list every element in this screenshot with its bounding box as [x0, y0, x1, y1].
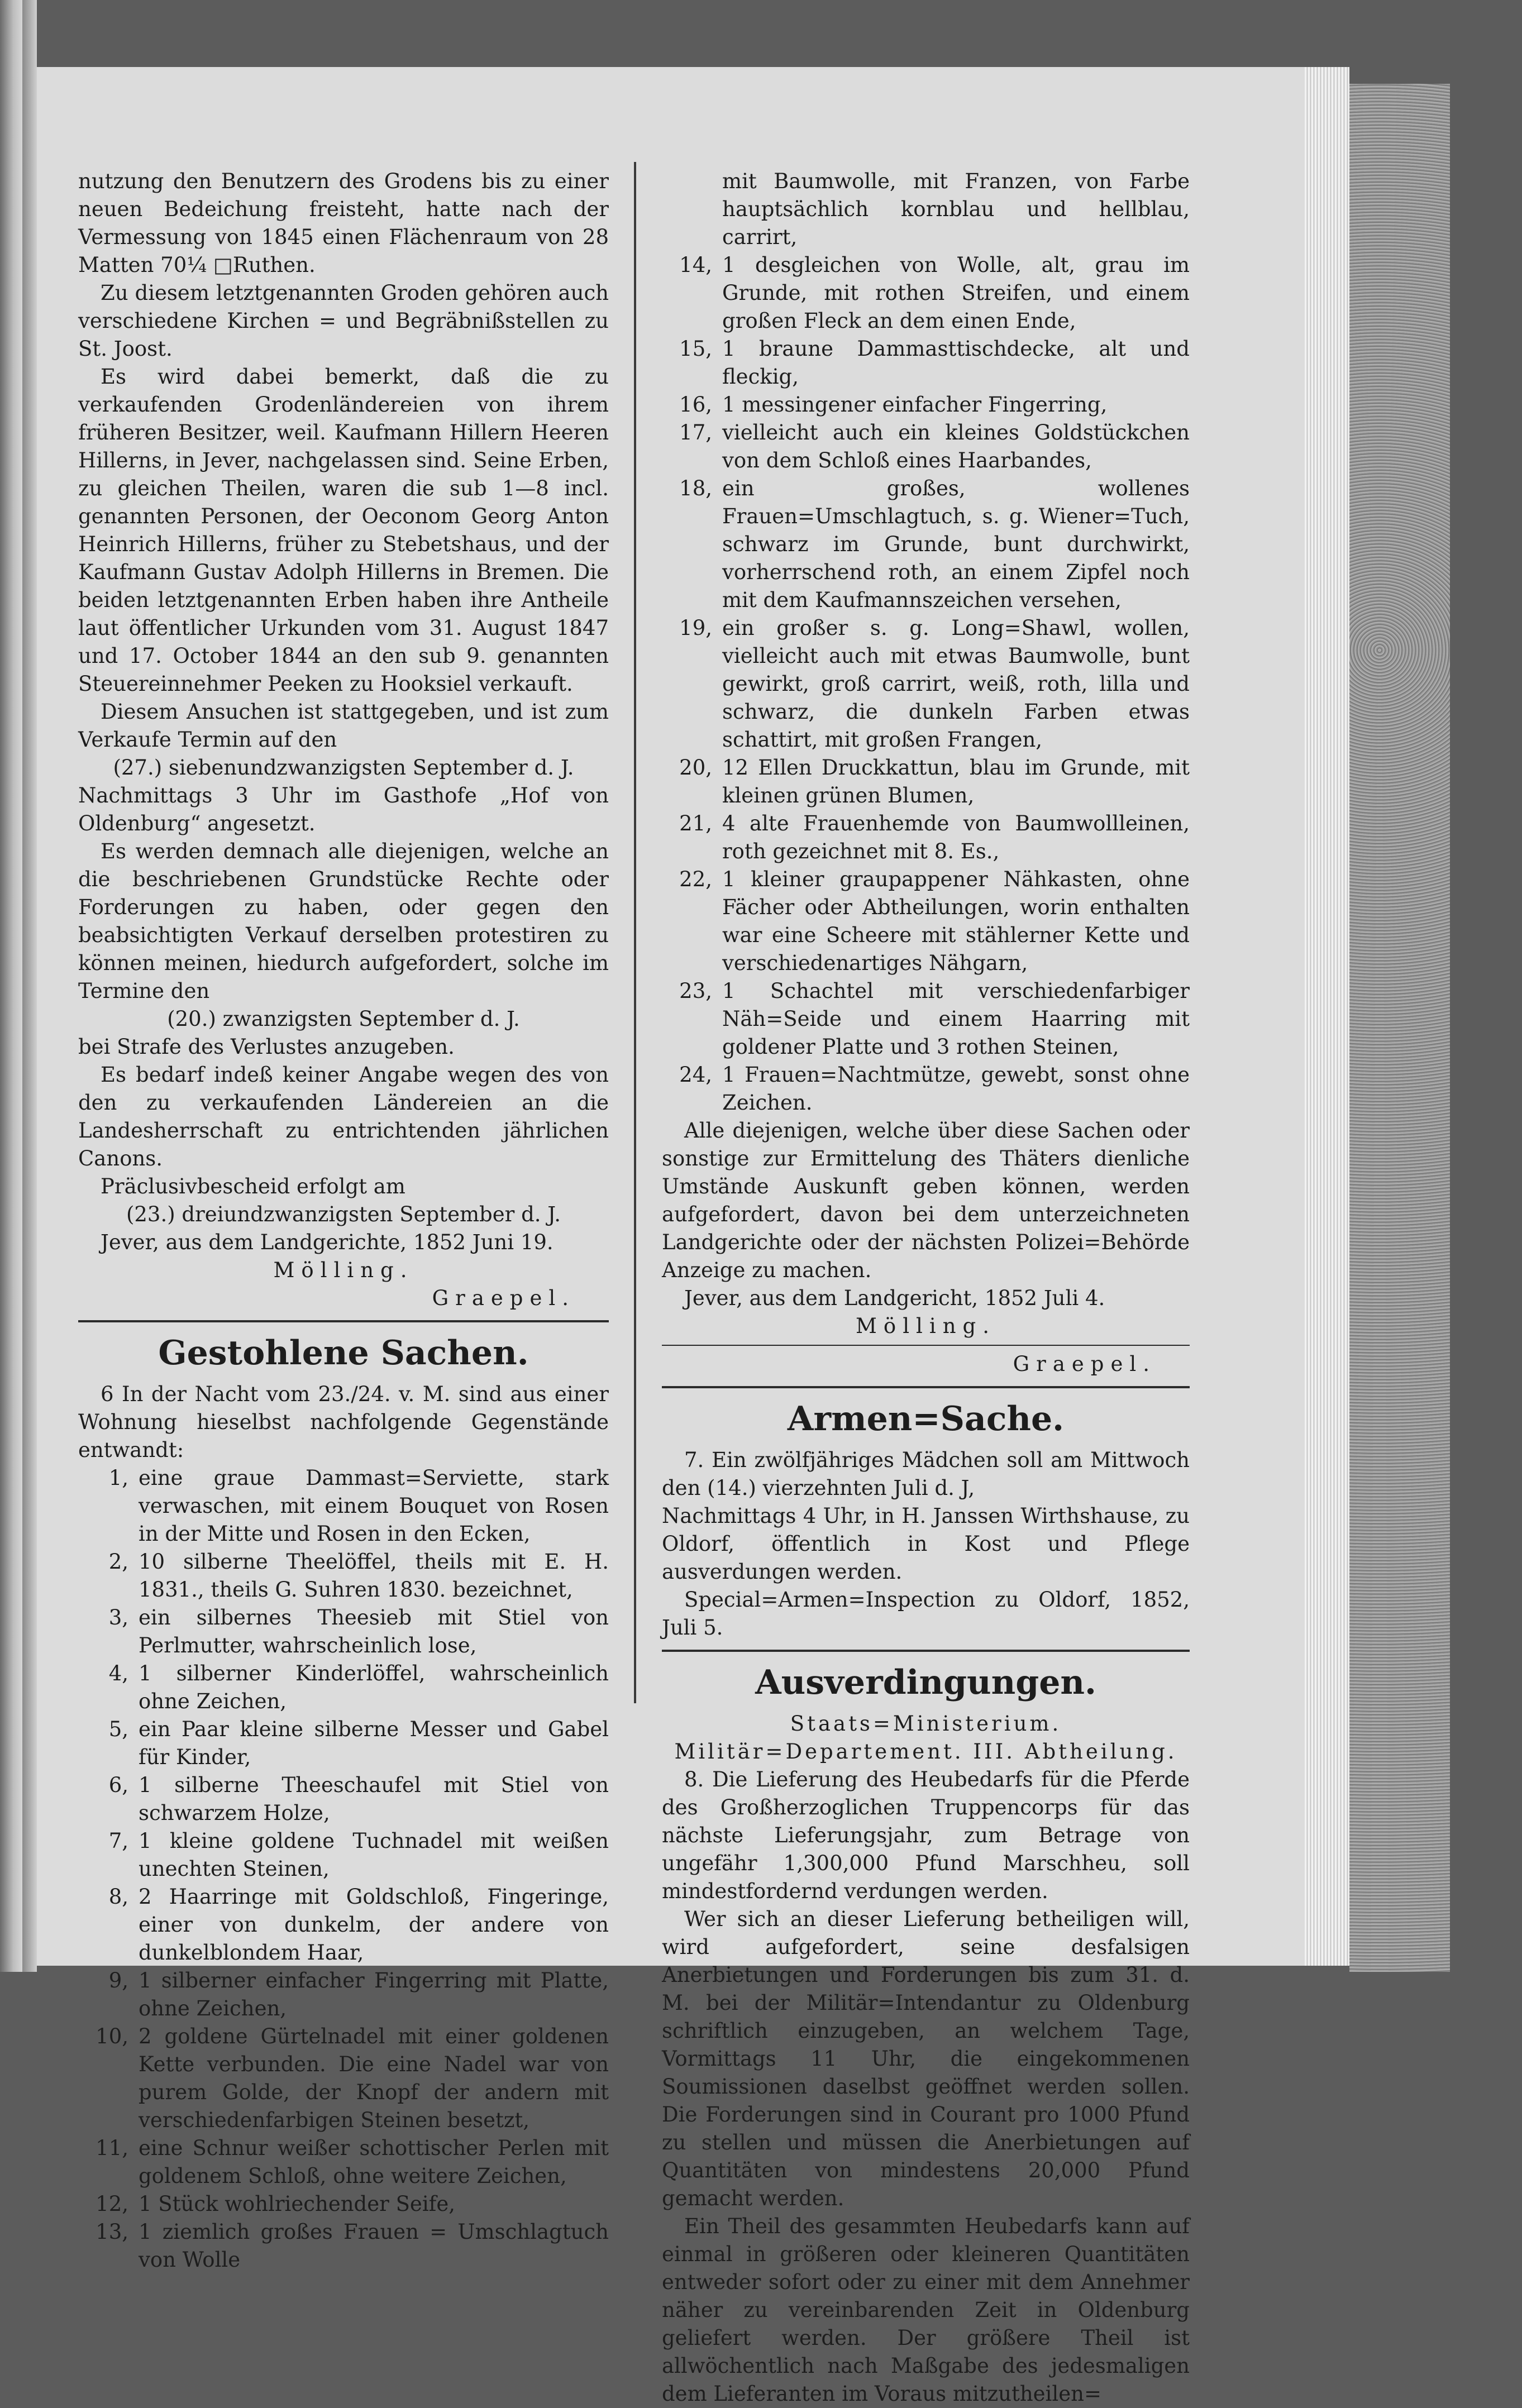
- paragraph: nutzung den Benutzern des Grodens bis zu einer neuen Bedeichung freisteht, hatte nach der Vermessung von 1845 einen Flächenraum von 28 Matten 70¼ □Ruthen.: [78, 169, 609, 277]
- list-item: 9, 1 silberner einfacher Fingerring mit Platte, ohne Zeichen,: [108, 1969, 609, 2020]
- section-rule: [78, 1320, 609, 1322]
- list-item: 18, ein großes, wollenes Frauen=Umschlagtuch, s. g. Wiener=Tuch, schwarz im Grunde, bunt durchwirkt, vorherrschend roth, an einem Zipfel noch mit dem Kaufmannszeichen versehen,: [679, 476, 1190, 612]
- list-item: 19, ein großer s. g. Long=Shawl, wollen, vielleicht auch mit etwas Baumwolle, bunt gewirkt, groß carrirt, weiß, roth, lilla und schwarz, die dunkeln Farben etwas schattirt, mit großen Frangen,: [679, 616, 1190, 752]
- paragraph: Es wird dabei bemerkt, daß die zu verkaufenden Grodenländereien von ihrem früheren Besitzer, weil. Kaufmann Hillern Heeren Hillerns, in Jever, nachgelassen sind. Seine Erben, zu gleichen Theilen, waren die sub 1—8 incl. genannten Personen, der Oeconom Georg Anton Heinrich Hillerns, früher zu Stebetshaus, und der Kaufmann Gustav Adolph Hillerns in Bremen. Die beiden letztgenannten Erben haben ihre Antheile laut öffentlicher Urkunden vom 31. August 1847 und 17. October 1844 an den sub 9. genannten Steuereinnehmer Peeken zu Hooksiel verkauft.: [78, 365, 609, 696]
- place-date: Jever, aus dem Landgerichte, 1852 Juni 19.: [101, 1230, 554, 1254]
- list-item: 14, 1 desgleichen von Wolle, alt, grau im Grunde, mit rothen Streifen, und einem großen Fleck an dem einen Ende,: [679, 253, 1190, 333]
- page-edges: [1305, 67, 1349, 1966]
- paragraph: Es werden demnach alle diejenigen, welche an die beschriebenen Grundstücke Rechte oder Forderungen zu haben, oder gegen den beabsichtigten Verkauf derselben protestiren zu können meinen, hiedurch aufgefordert, solche im Termine den: [78, 839, 609, 1003]
- date-line: (23.) dreiundzwanzigsten September d. J.: [126, 1202, 561, 1226]
- list-item: 21, 4 alte Frauenhemde von Baumwollleinen, roth gezeichnet mit 8. Es.,: [679, 811, 1190, 863]
- rule: [662, 1345, 1190, 1346]
- left-page-edge: [0, 0, 22, 1972]
- list-item: 20, 12 Ellen Druckkattun, blau im Grunde, mit kleinen grünen Blumen,: [679, 756, 1190, 808]
- paragraph: Präclusivbescheid erfolgt am: [101, 1174, 405, 1198]
- list-item: 7, 1 kleine goldene Tuchnadel mit weißen unechten Steinen,: [108, 1829, 609, 1881]
- list-item: 22, 1 kleiner graupappener Nähkasten, ohne Fächer oder Abtheilungen, worin enthalten war eine Scheere mit stählerner Kette und verschiedenartiges Nähgarn,: [679, 867, 1190, 975]
- paragraph: Wer sich an dieser Lieferung betheiligen will, wird aufgefordert, seine desfalsigen Anerbietungen und Forderungen bis zum 31. d. M. bei der Militär=Intendantur zu Oldenburg schriftlich einzugeben, an welchem Tage, Vormittags 11 Uhr, die eingekommenen Soumissionen daselbst geöffnet werden sollen. Die Forderungen sind in Courant pro 1000 Pfund zu stellen und müssen die Anerbietungen auf Quantitäten von mindestens 20,000 Pfund gemacht werden.: [662, 1907, 1190, 2210]
- place-date: Special=Armen=Inspection zu Oldorf, 1852, Juli 5.: [662, 1588, 1190, 1640]
- date-line: (20.) zwanzigsten September d. J.: [167, 1007, 520, 1031]
- section-rule: [662, 1650, 1190, 1652]
- signature: Graepel.: [432, 1286, 575, 1310]
- paragraph: Nachmittags 3 Uhr im Gasthofe „Hof von Oldenburg“ angesetzt.: [78, 783, 609, 835]
- paragraph: 6 In der Nacht vom 23./24. v. M. sind aus einer Wohnung hieselbst nachfolgende Gegenstände entwandt:: [78, 1382, 609, 1462]
- list-item: 17, vielleicht auch ein kleines Goldstückchen von dem Schloß eines Haarbandes,: [679, 421, 1190, 472]
- list-item: 6, 1 silberne Theeschaufel mit Stiel von schwarzem Holze,: [108, 1773, 609, 1825]
- list-item: 24, 1 Frauen=Nachtmütze, gewebt, sonst ohne Zeichen.: [679, 1063, 1190, 1115]
- list-item: 5, ein Paar kleine silberne Messer und Gabel für Kinder,: [108, 1717, 609, 1769]
- stolen-items-list: [78, 1464, 609, 2274]
- list-item: 12, 1 Stück wohlriechender Seife,: [96, 2192, 456, 2216]
- right-column: [662, 168, 1190, 2408]
- place-date: Jever, aus dem Landgericht, 1852 Juli 4.: [684, 1286, 1105, 1310]
- list-item: 16, 1 messingener einfacher Fingerring,: [679, 393, 1108, 417]
- list-item: 11, eine Schnur weißer schottischer Perlen mit goldenem Schloß, ohne weitere Zeichen,: [96, 2136, 609, 2188]
- list-item: 13, 1 ziemlich großes Frauen = Umschlagtuch von Wolle: [96, 2220, 609, 2272]
- paragraph: Diesem Ansuchen ist stattgegeben, und ist zum Verkaufe Termin auf den: [78, 700, 609, 752]
- list-item: 4, 1 silberner Kinderlöffel, wahrscheinlich ohne Zeichen,: [108, 1661, 609, 1713]
- list-item: 23, 1 Schachtel mit verschiedenfarbiger Näh=Seide und einem Haarring mit goldener Platte und 3 rothen Steinen,: [679, 979, 1190, 1059]
- list-item: 8, 2 Haarringe mit Goldschloß, Fingeringe, einer von dunkelm, der andere von dunkelblondem Haar,: [108, 1885, 609, 1965]
- section-rule: [662, 1386, 1190, 1388]
- list-item: 10, 2 goldene Gürtelnadel mit einer goldenen Kette verbunden. Die eine Nadel war von purem Golde, der Knopf der andern mit verschiedenfarbigen Steinen besetzt,: [96, 2024, 609, 2132]
- paragraph: 7. Ein zwölfjähriges Mädchen soll am Mittwoch den (14.) vierzehnten Juli d. J,: [662, 1448, 1190, 1500]
- signature: Graepel.: [1013, 1352, 1156, 1376]
- section-heading: Gestohlene Sachen.: [158, 1334, 529, 1373]
- column-divider: [634, 162, 636, 1703]
- list-item: 1, eine graue Dammast=Serviette, stark verwaschen, mit einem Bouquet von Rosen in der Mitte und Rosen in den Ecken,: [108, 1466, 609, 1546]
- list-item: mit Baumwolle, mit Franzen, von Farbe hauptsächlich kornblau und hellblau, carrirt,: [722, 169, 1190, 249]
- paragraph: bei Strafe des Verlustes anzugeben.: [78, 1035, 455, 1059]
- paragraph: Alle diejenigen, welche über diese Sachen oder sonstige zur Ermittelung des Thäters dienliche Umstände Auskunft geben können, werden aufgefordert, davon bei dem unterzeichneten Landgerichte oder der nächsten Polizei=Behörde Anzeige zu machen.: [662, 1119, 1190, 1282]
- signature: Mölling.: [273, 1258, 414, 1282]
- book-cover: [1349, 84, 1450, 1972]
- book-gutter: [22, 0, 37, 1972]
- list-item: 3, ein silbernes Theesieb mit Stiel von Perlmutter, wahrscheinlich lose,: [108, 1606, 609, 1657]
- list-item: 15, 1 braune Dammasttischdecke, alt und fleckig,: [679, 337, 1190, 389]
- paragraph: Nachmittags 4 Uhr, in H. Janssen Wirthshause, zu Oldorf, öffentlich in Kost und Pflege ausverdungen werden.: [662, 1504, 1190, 1584]
- paragraph: 8. Die Lieferung des Heubedarfs für die Pferde des Großherzoglichen Truppencorps für das nächste Lieferungsjahr, zum Betrage von ungefähr 1,300,000 Pfund Marschheu, soll mindestfordernd verdungen werden.: [662, 1767, 1190, 1903]
- date-line: (27.) siebenundzwanzigsten September d. J.: [113, 756, 574, 780]
- section-heading: Armen=Sache.: [787, 1399, 1065, 1439]
- issuer-line: Staats=Ministerium. Militär=Departement. III. Abtheilung.: [674, 1712, 1177, 1764]
- section-heading: Ausverdingungen.: [755, 1663, 1096, 1702]
- left-column: [78, 168, 609, 2274]
- signature: Mölling.: [856, 1314, 996, 1338]
- paragraph: Es bedarf indeß keiner Angabe wegen des von den zu verkaufenden Ländereien an die Landesherrschaft zu entrichtenden jährlichen Canons.: [78, 1063, 609, 1170]
- paragraph: Zu diesem letztgenannten Groden gehören auch verschiedene Kirchen = und Begräbnißstellen zu St. Joost.: [78, 281, 609, 361]
- list-item: 2, 10 silberne Theelöffel, theils mit E. H. 1831., theils G. Suhren 1830. bezeichnet,: [108, 1550, 609, 1602]
- paragraph: Ein Theil des gesammten Heubedarfs kann auf einmal in größeren oder kleineren Quantitäten entweder sofort oder zu einer mit dem Annehmer näher zu vereinbarenden Zeit in Oldenburg geliefert werden. Der größere Theil ist allwöchentlich nach Maßgabe des jedesmaligen dem Lieferanten im Voraus mitzutheilen=: [662, 2214, 1190, 2406]
